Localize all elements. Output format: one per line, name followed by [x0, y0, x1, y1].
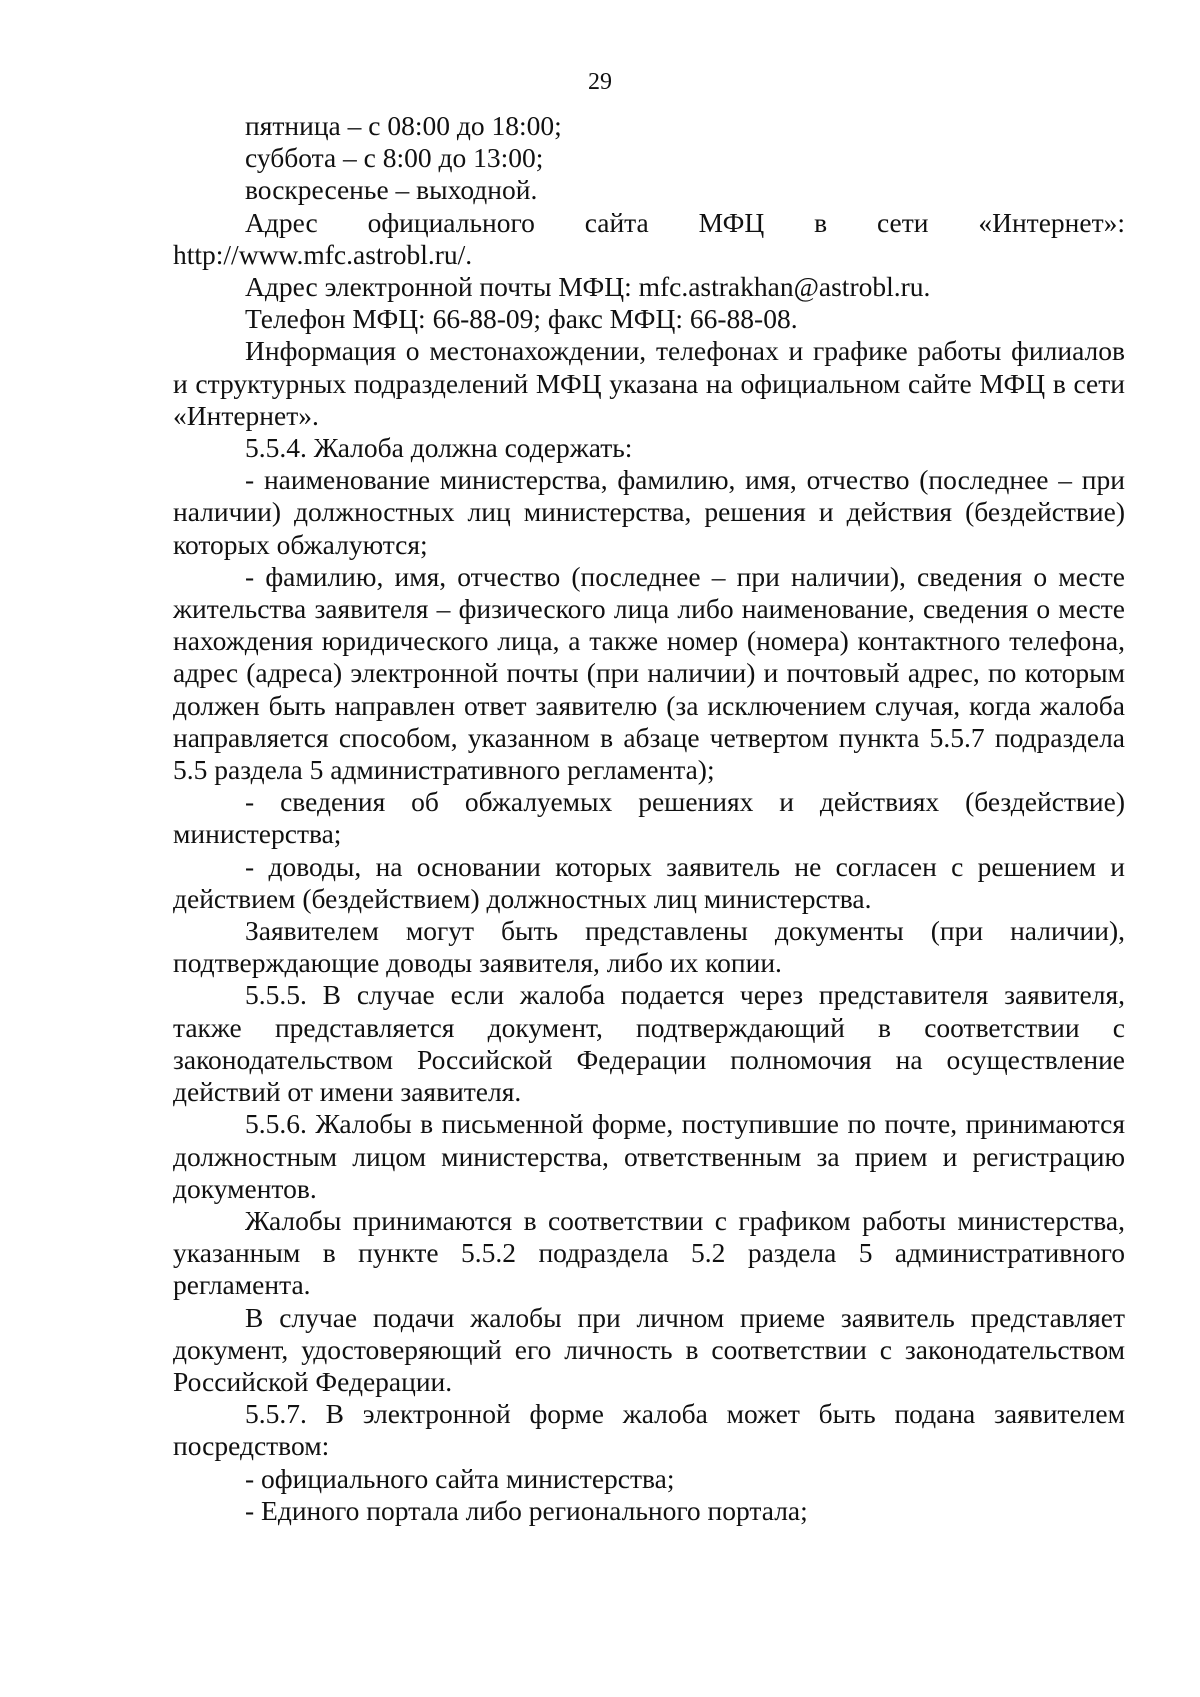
schedule-friday: пятница – с 08:00 до 18:00; — [245, 110, 562, 141]
page-number: 29 — [588, 69, 612, 95]
complaint-item-ministry-officials: - наименование министерства, фамилию, имя, отчество (последнее – при наличии) должностных лиц министерства, решения и действия (бездействие) которых обжалуются; — [173, 464, 1125, 560]
section-5-5-4-heading: 5.5.4. Жалоба должна содержать: — [245, 432, 633, 464]
personal-reception-paragraph: В случае подачи жалобы при личном приеме заявитель представляет документ, удостоверяющий его личность в соответствии с законодательством Российской Федерации. — [173, 1301, 1125, 1397]
complaint-item-applicant-details: - фамилию, имя, отчество (последнее – при наличии), сведения о месте жительства заявителя – физического лица либо наименование, сведения о месте нахождения юридического лица, а также номер (номера) контактного телефона, адрес (адреса) электронной почты (при наличии) и почтовый адрес, по которым должен быть направлен ответ заявителю (за исключением случая, когда жалоба направляется способом, указанном в абзаце четвертом пункта 5.5.7 подраздела 5.5 раздела 5 административного регламента); — [173, 560, 1125, 786]
mfc-email-address: Адрес электронной почты МФЦ: mfc.astrakhan@astrobl.ru. — [245, 271, 931, 303]
complaint-item-decisions: - сведения об обжалуемых решениях и действиях (бездействие) министерства; — [173, 786, 1125, 850]
electronic-channel-portal: - Единого портала либо регионального портала; — [245, 1494, 808, 1526]
schedule-sunday: воскресенье – выходной. — [245, 174, 538, 206]
mfc-phone-fax: Телефон МФЦ: 66-88-09; факс МФЦ: 66-88-08. — [245, 303, 798, 335]
supporting-documents-paragraph: Заявителем могут быть представлены документы (при наличии), подтверждающие доводы заявителя, либо их копии. — [173, 915, 1125, 979]
electronic-channel-ministry-site: - официального сайта министерства; — [245, 1462, 675, 1494]
mfc-branches-info: Информация о местонахождении, телефонах и графике работы филиалов и структурных подразделений МФЦ указана на официальном сайте МФЦ в сети «Интернет». — [173, 335, 1125, 431]
complaints-schedule-paragraph: Жалобы принимаются в соответствии с графиком работы министерства, указанным в пункте 5.5.2 подраздела 5.2 раздела 5 административного регламента. — [173, 1204, 1125, 1301]
mfc-website-address: Адрес официального сайта МФЦ в сети «Интернет»: http://www.mfc.astrobl.ru/. — [173, 206, 1125, 270]
section-5-5-6-paragraph: 5.5.6. Жалобы в письменной форме, поступившие по почте, принимаются должностным лицом министерства, ответственным за прием и регистрацию документов. — [173, 1108, 1125, 1204]
schedule-saturday: суббота – с 8:00 до 13:00; — [245, 142, 544, 174]
complaint-item-arguments: - доводы, на основании которых заявитель не согласен с решением и действием (бездействием) должностных лиц министерства. — [173, 850, 1125, 914]
section-5-5-5-paragraph: 5.5.5. В случае если жалоба подается через представителя заявителя, также представляется документ, подтверждающий в соответствии с законодательством Российской Федерации полномочия на осуществление действий от имени заявителя. — [173, 979, 1125, 1108]
document-body — [173, 110, 1125, 1527]
section-5-5-7-paragraph: 5.5.7. В электронной форме жалоба может быть подана заявителем посредством: — [173, 1398, 1125, 1462]
